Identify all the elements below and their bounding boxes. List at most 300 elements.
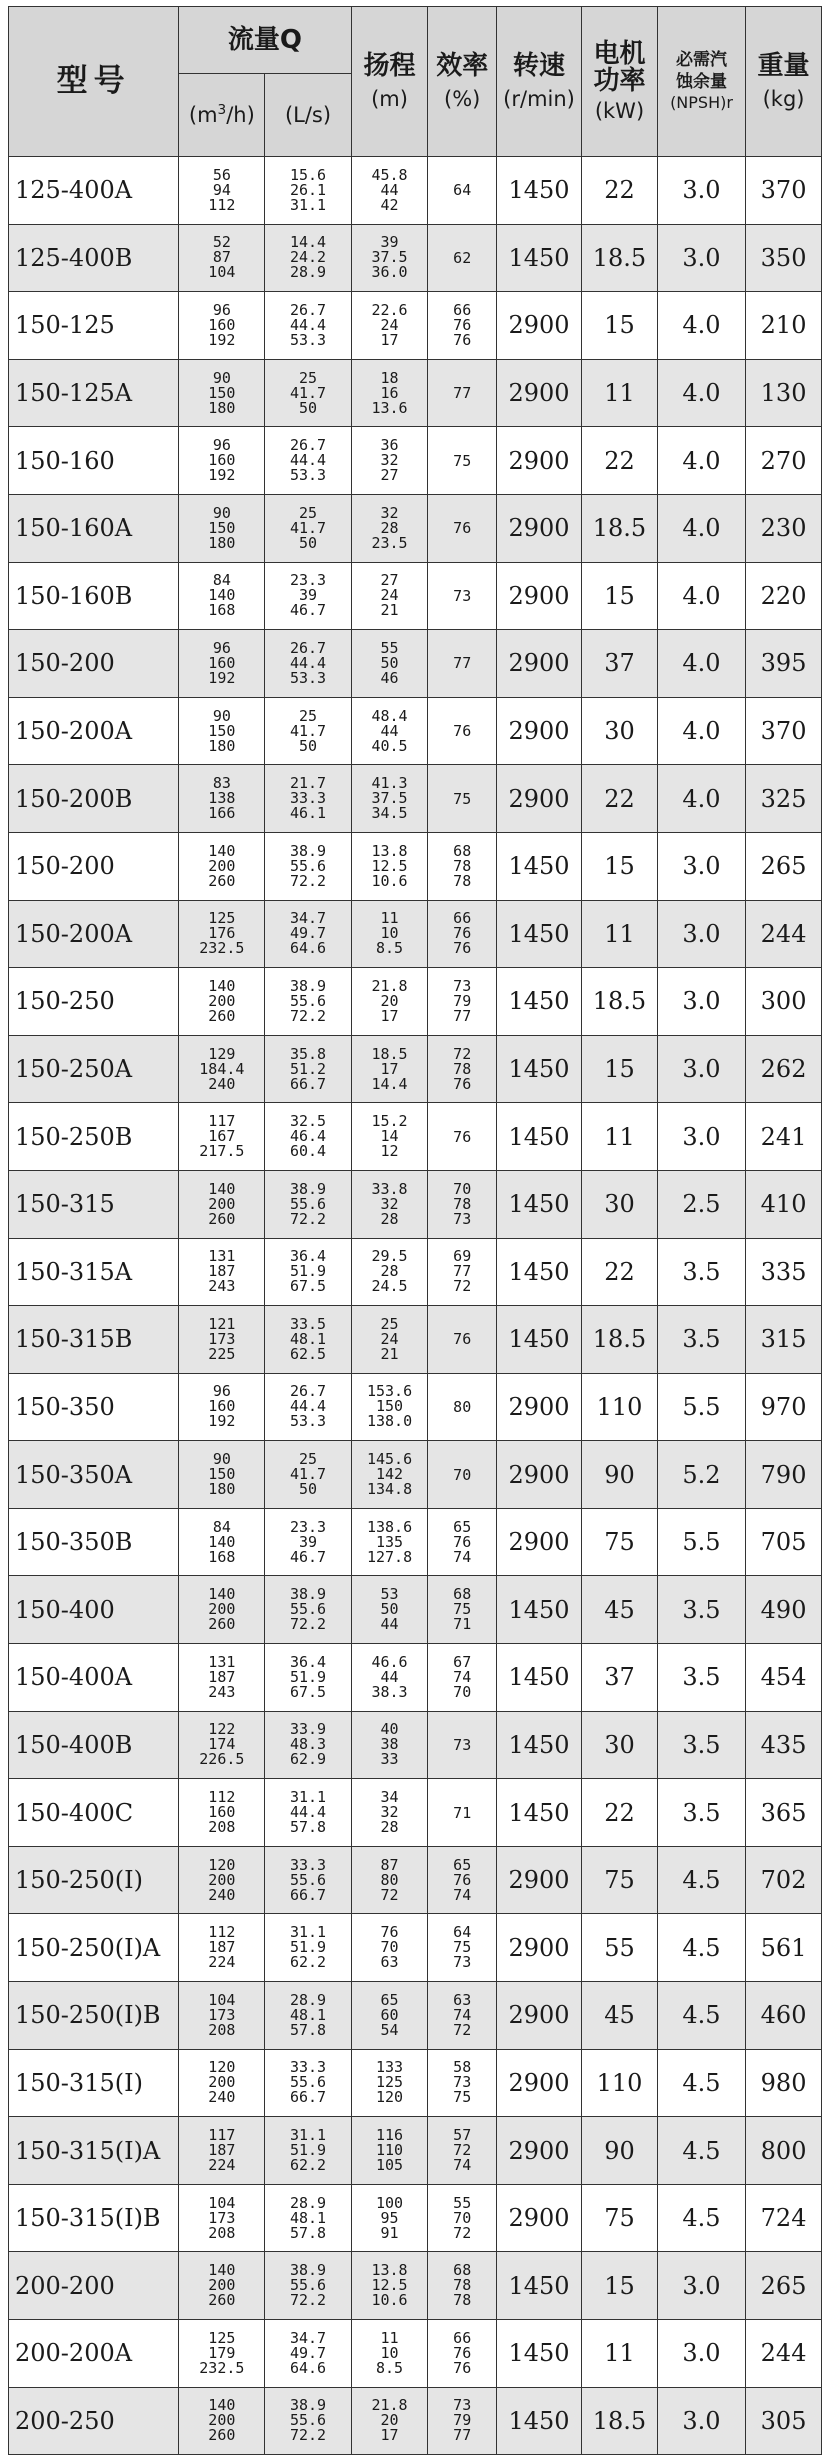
flow-ls-cell-value: 33.5 bbox=[289, 1314, 327, 1333]
weight-cell: 370 bbox=[746, 697, 822, 765]
head-cell-value: 44 bbox=[380, 180, 399, 199]
header-flow-ls-unit: (L/s) bbox=[265, 74, 351, 157]
power-cell: 15 bbox=[582, 832, 658, 900]
flow-ls-cell-value: 55.6 bbox=[289, 2411, 327, 2430]
npsh-cell: 3.0 bbox=[657, 832, 745, 900]
head-cell-value: 37.5 bbox=[371, 789, 408, 808]
flow-ls-cell-value: 72.2 bbox=[289, 871, 327, 890]
flow-ls-cell-value: 53.3 bbox=[289, 668, 327, 687]
header-head-unit: (m) bbox=[371, 87, 408, 111]
npsh-cell: 3.0 bbox=[657, 1103, 745, 1171]
table-row bbox=[9, 630, 822, 698]
model-cell: 150-315A bbox=[9, 1238, 179, 1306]
power-cell: 11 bbox=[582, 359, 658, 427]
head-cell bbox=[351, 1035, 428, 1103]
efficiency-cell-value: 78 bbox=[453, 871, 472, 890]
npsh-cell: 3.5 bbox=[657, 1576, 745, 1644]
flow-ls-cell-value: 55.6 bbox=[289, 2276, 327, 2295]
head-cell bbox=[351, 2252, 428, 2320]
efficiency-cell-value: 65 bbox=[453, 1855, 472, 1874]
efficiency-cell-value: 76 bbox=[453, 722, 472, 741]
table-header bbox=[9, 7, 822, 157]
head-cell-value: 25 bbox=[380, 1314, 399, 1333]
header-head bbox=[351, 7, 428, 157]
flow-ls-cell bbox=[265, 2252, 351, 2320]
flow-ls-cell-value: 23.3 bbox=[289, 571, 327, 590]
efficiency-cell-value: 79 bbox=[453, 2411, 472, 2430]
head-cell-value: 24 bbox=[380, 1329, 399, 1348]
weight-cell: 365 bbox=[746, 1779, 822, 1847]
flow-ls-cell-value: 25 bbox=[299, 503, 318, 522]
head-cell-value: 28 bbox=[380, 518, 399, 537]
head-cell-value: 12.5 bbox=[371, 2276, 408, 2295]
speed-cell: 2900 bbox=[496, 1914, 581, 1982]
flow-m3h-cell-value: 260 bbox=[208, 1006, 236, 1025]
efficiency-cell-value: 78 bbox=[453, 856, 472, 875]
table-row bbox=[9, 1576, 822, 1644]
efficiency-cell-value: 66 bbox=[453, 300, 472, 319]
efficiency-cell-value: 76 bbox=[453, 1127, 472, 1146]
flow-m3h-cell-value: 104 bbox=[208, 263, 236, 282]
flow-m3h-cell-value: 90 bbox=[212, 1450, 231, 1469]
speed-cell: 2900 bbox=[496, 292, 581, 360]
weight-cell: 724 bbox=[746, 2184, 822, 2252]
flow-ls-cell bbox=[265, 427, 351, 495]
header-speed-unit: (r/min) bbox=[503, 87, 575, 111]
efficiency-cell bbox=[428, 765, 497, 833]
flow-ls-cell-value: 28.9 bbox=[289, 263, 327, 282]
npsh-cell: 4.5 bbox=[657, 1982, 745, 2050]
table-row bbox=[9, 292, 822, 360]
flow-m3h-cell-value: 129 bbox=[208, 1044, 236, 1063]
flow-m3h-cell-value: 121 bbox=[208, 1314, 236, 1333]
flow-m3h-cell-value: 225 bbox=[208, 1344, 236, 1363]
head-cell-value: 29.5 bbox=[371, 1247, 408, 1266]
power-cell: 37 bbox=[582, 630, 658, 698]
head-cell-value: 72 bbox=[380, 1885, 399, 1904]
flow-m3h-cell-value: 200 bbox=[208, 2276, 236, 2295]
head-cell bbox=[351, 697, 428, 765]
flow-ls-cell-value: 26.7 bbox=[289, 436, 327, 455]
head-cell-value: 16 bbox=[380, 383, 399, 402]
efficiency-cell-value: 76 bbox=[453, 2343, 472, 2362]
flow-m3h-cell-value: 224 bbox=[208, 2156, 236, 2175]
flow-m3h-cell-value: 131 bbox=[208, 1247, 236, 1266]
flow-m3h-cell bbox=[179, 2320, 265, 2388]
flow-ls-cell-value: 26.7 bbox=[289, 638, 327, 657]
flow-m3h-cell bbox=[179, 1035, 265, 1103]
efficiency-cell bbox=[428, 359, 497, 427]
flow-ls-cell-value: 49.7 bbox=[289, 2343, 327, 2362]
flow-ls-cell-value: 41.7 bbox=[289, 1465, 327, 1484]
head-cell-value: 28 bbox=[380, 1262, 399, 1281]
flow-m3h-cell-value: 138 bbox=[208, 789, 236, 808]
efficiency-cell-value: 73 bbox=[453, 1735, 472, 1754]
flow-ls-cell-value: 25 bbox=[299, 1450, 318, 1469]
efficiency-cell bbox=[428, 562, 497, 630]
power-cell: 75 bbox=[582, 2184, 658, 2252]
head-cell-value: 116 bbox=[375, 2126, 404, 2145]
flow-ls-cell-value: 28.9 bbox=[289, 2193, 327, 2212]
flow-m3h-cell-value: 160 bbox=[208, 451, 236, 470]
npsh-cell: 4.0 bbox=[657, 630, 745, 698]
flow-m3h-cell-value: 160 bbox=[208, 1397, 236, 1416]
flow-m3h-cell-value: 140 bbox=[208, 841, 236, 860]
npsh-cell: 4.0 bbox=[657, 427, 745, 495]
flow-m3h-cell bbox=[179, 2184, 265, 2252]
flow-ls-cell bbox=[265, 968, 351, 1036]
flow-ls-cell bbox=[265, 157, 351, 225]
efficiency-cell bbox=[428, 1508, 497, 1576]
weight-cell: 705 bbox=[746, 1508, 822, 1576]
npsh-cell: 4.0 bbox=[657, 494, 745, 562]
head-cell-value: 11 bbox=[380, 2328, 399, 2347]
model-cell: 150-125A bbox=[9, 359, 179, 427]
flow-m3h-cell-value: 200 bbox=[208, 2073, 236, 2092]
efficiency-cell-value: 72 bbox=[453, 2223, 472, 2242]
flow-ls-cell-value: 34.7 bbox=[289, 2328, 327, 2347]
model-cell: 150-400B bbox=[9, 1711, 179, 1779]
efficiency-cell-value: 75 bbox=[453, 451, 472, 470]
flow-ls-cell-value: 38.9 bbox=[289, 976, 327, 995]
flow-m3h-cell-value: 83 bbox=[212, 774, 231, 793]
speed-cell: 2900 bbox=[496, 697, 581, 765]
flow-m3h-cell-value: 112 bbox=[208, 1923, 236, 1942]
flow-m3h-cell-value: 112 bbox=[208, 195, 236, 214]
speed-cell: 1450 bbox=[496, 1306, 581, 1374]
flow-ls-cell bbox=[265, 2184, 351, 2252]
efficiency-cell-value: 77 bbox=[453, 384, 472, 403]
flow-m3h-cell-value: 180 bbox=[208, 398, 236, 417]
head-cell-value: 34 bbox=[380, 1788, 399, 1807]
head-cell-value: 50 bbox=[380, 1600, 399, 1619]
table-row bbox=[9, 697, 822, 765]
weight-cell: 790 bbox=[746, 1441, 822, 1509]
efficiency-cell bbox=[428, 1644, 497, 1712]
flow-m3h-cell bbox=[179, 832, 265, 900]
head-cell bbox=[351, 2320, 428, 2388]
efficiency-cell bbox=[428, 968, 497, 1036]
efficiency-cell bbox=[428, 1373, 497, 1441]
flow-m3h-cell-value: 168 bbox=[208, 601, 236, 620]
speed-cell: 2900 bbox=[496, 2049, 581, 2117]
flow-m3h-cell-value: 150 bbox=[208, 721, 236, 740]
npsh-cell: 5.5 bbox=[657, 1508, 745, 1576]
head-cell-value: 27 bbox=[380, 571, 399, 590]
flow-ls-cell-value: 51.9 bbox=[289, 1262, 327, 1281]
flow-m3h-cell bbox=[179, 2117, 265, 2185]
header-flow-m3h-unit bbox=[179, 74, 265, 157]
flow-ls-cell-value: 66.7 bbox=[289, 1074, 327, 1093]
weight-cell: 702 bbox=[746, 1846, 822, 1914]
efficiency-cell-value: 70 bbox=[453, 2208, 472, 2227]
flow-ls-cell-value: 14.4 bbox=[289, 233, 327, 252]
efficiency-cell bbox=[428, 1982, 497, 2050]
table-row bbox=[9, 968, 822, 1036]
flow-ls-cell bbox=[265, 1103, 351, 1171]
efficiency-cell-value: 62 bbox=[453, 248, 472, 267]
flow-ls-cell-value: 41.7 bbox=[289, 721, 327, 740]
efficiency-cell-value: 75 bbox=[453, 2088, 472, 2107]
flow-ls-cell bbox=[265, 1508, 351, 1576]
flow-m3h-cell-value: 131 bbox=[208, 1652, 236, 1671]
weight-cell: 395 bbox=[746, 630, 822, 698]
head-cell-value: 14.4 bbox=[371, 1074, 408, 1093]
weight-cell: 230 bbox=[746, 494, 822, 562]
flow-ls-cell bbox=[265, 1982, 351, 2050]
model-cell: 200-250 bbox=[9, 2387, 179, 2455]
flow-ls-cell bbox=[265, 1170, 351, 1238]
table-row bbox=[9, 1711, 822, 1779]
efficiency-cell-value: 78 bbox=[453, 1194, 472, 1213]
flow-ls-cell-value: 72.2 bbox=[289, 2426, 327, 2445]
flow-ls-cell-value: 53.3 bbox=[289, 330, 327, 349]
power-cell: 110 bbox=[582, 2049, 658, 2117]
efficiency-cell-value: 75 bbox=[453, 1600, 472, 1619]
flow-m3h-cell-value: 117 bbox=[208, 1112, 236, 1131]
flow-m3h-cell-value: 150 bbox=[208, 383, 236, 402]
flow-m3h-cell-value: 104 bbox=[208, 1990, 236, 2009]
power-cell: 11 bbox=[582, 2320, 658, 2388]
head-cell bbox=[351, 1576, 428, 1644]
efficiency-cell bbox=[428, 1306, 497, 1374]
efficiency-cell-value: 72 bbox=[453, 1277, 472, 1296]
npsh-cell: 4.0 bbox=[657, 765, 745, 833]
flow-ls-cell-value: 26.7 bbox=[289, 300, 327, 319]
header-weight bbox=[746, 7, 822, 157]
head-cell-value: 39 bbox=[380, 233, 399, 252]
flow-ls-cell-value: 25 bbox=[299, 368, 318, 387]
flow-ls-cell-value: 44.4 bbox=[289, 653, 327, 672]
head-cell-value: 18.5 bbox=[371, 1044, 408, 1063]
power-cell: 37 bbox=[582, 1644, 658, 1712]
model-cell: 125-400B bbox=[9, 224, 179, 292]
power-cell: 22 bbox=[582, 1238, 658, 1306]
flow-ls-cell-value: 46.7 bbox=[289, 601, 327, 620]
weight-cell: 800 bbox=[746, 2117, 822, 2185]
flow-ls-cell-value: 50 bbox=[299, 398, 318, 417]
flow-m3h-cell-value: 160 bbox=[208, 653, 236, 672]
power-cell: 30 bbox=[582, 1711, 658, 1779]
head-cell-value: 80 bbox=[380, 1870, 399, 1889]
flow-ls-cell-value: 31.1 bbox=[289, 2126, 327, 2145]
speed-cell: 2900 bbox=[496, 1441, 581, 1509]
flow-ls-cell-value: 48.1 bbox=[289, 2005, 327, 2024]
model-cell: 150-315(I)A bbox=[9, 2117, 179, 2185]
efficiency-cell bbox=[428, 292, 497, 360]
flow-m3h-cell-value: 243 bbox=[208, 1277, 236, 1296]
head-cell-value: 65 bbox=[380, 1990, 399, 2009]
flow-ls-cell-value: 28.9 bbox=[289, 1990, 327, 2009]
flow-m3h-cell-value: 120 bbox=[208, 1855, 236, 1874]
speed-cell: 2900 bbox=[496, 2184, 581, 2252]
head-cell bbox=[351, 832, 428, 900]
weight-cell: 130 bbox=[746, 359, 822, 427]
head-cell-value: 15.2 bbox=[371, 1112, 408, 1131]
head-cell bbox=[351, 1441, 428, 1509]
efficiency-cell bbox=[428, 1779, 497, 1847]
npsh-cell: 5.2 bbox=[657, 1441, 745, 1509]
speed-cell: 1450 bbox=[496, 900, 581, 968]
table-row bbox=[9, 1508, 822, 1576]
flow-m3h-cell-value: 140 bbox=[208, 1585, 236, 1604]
head-cell bbox=[351, 1982, 428, 2050]
flow-m3h-cell-value: 120 bbox=[208, 2058, 236, 2077]
header-efficiency-unit: (%) bbox=[444, 87, 481, 111]
head-cell-value: 13.6 bbox=[371, 398, 408, 417]
flow-m3h-cell-value: 200 bbox=[208, 1870, 236, 1889]
flow-m3h-cell-value: 187 bbox=[208, 1667, 236, 1686]
table-row bbox=[9, 2387, 822, 2455]
efficiency-cell-value: 77 bbox=[453, 1262, 472, 1281]
table-row bbox=[9, 1914, 822, 1982]
efficiency-cell bbox=[428, 2387, 497, 2455]
flow-m3h-cell-value: 90 bbox=[212, 503, 231, 522]
speed-cell: 1450 bbox=[496, 832, 581, 900]
head-cell-value: 153.6 bbox=[366, 1382, 413, 1401]
flow-ls-cell-value: 64.6 bbox=[289, 939, 327, 958]
head-cell-value: 33.8 bbox=[371, 1179, 408, 1198]
speed-cell: 2900 bbox=[496, 359, 581, 427]
head-cell-value: 13.8 bbox=[371, 841, 408, 860]
power-cell: 45 bbox=[582, 1982, 658, 2050]
model-cell: 150-250B bbox=[9, 1103, 179, 1171]
table-row bbox=[9, 765, 822, 833]
flow-m3h-cell-value: 96 bbox=[212, 436, 231, 455]
flow-m3h-cell bbox=[179, 2252, 265, 2320]
unit-sup: 3 bbox=[217, 101, 227, 118]
weight-cell: 244 bbox=[746, 900, 822, 968]
head-cell bbox=[351, 900, 428, 968]
flow-m3h-cell-value: 243 bbox=[208, 1682, 236, 1701]
power-cell: 90 bbox=[582, 2117, 658, 2185]
power-cell: 15 bbox=[582, 2252, 658, 2320]
head-cell-value: 21 bbox=[380, 601, 399, 620]
model-cell: 150-350A bbox=[9, 1441, 179, 1509]
head-cell bbox=[351, 1373, 428, 1441]
head-cell-value: 33 bbox=[380, 1750, 399, 1769]
flow-ls-cell-value: 26.1 bbox=[289, 180, 327, 199]
flow-ls-cell-value: 34.7 bbox=[289, 909, 327, 928]
flow-ls-cell-value: 51.9 bbox=[289, 1667, 327, 1686]
table-row bbox=[9, 1103, 822, 1171]
table-row bbox=[9, 157, 822, 225]
head-cell bbox=[351, 630, 428, 698]
header-speed-label: 转速 bbox=[513, 51, 566, 81]
speed-cell: 1450 bbox=[496, 2320, 581, 2388]
efficiency-cell-value: 76 bbox=[453, 1330, 472, 1349]
flow-ls-cell-value: 48.1 bbox=[289, 2208, 327, 2227]
weight-cell: 241 bbox=[746, 1103, 822, 1171]
flow-m3h-cell-value: 166 bbox=[208, 804, 236, 823]
efficiency-cell-value: 70 bbox=[453, 1179, 472, 1198]
efficiency-cell-value: 73 bbox=[453, 2073, 472, 2092]
efficiency-cell-value: 68 bbox=[453, 1585, 472, 1604]
flow-m3h-cell-value: 125 bbox=[208, 2328, 236, 2347]
unit-part: /h) bbox=[226, 102, 255, 127]
flow-m3h-cell bbox=[179, 765, 265, 833]
efficiency-cell-value: 64 bbox=[453, 181, 472, 200]
flow-m3h-cell-value: 173 bbox=[208, 1329, 236, 1348]
unit-part: (m bbox=[188, 102, 218, 127]
flow-m3h-cell-value: 160 bbox=[208, 315, 236, 334]
flow-ls-cell-value: 38.9 bbox=[289, 2396, 327, 2415]
power-cell: 45 bbox=[582, 1576, 658, 1644]
flow-m3h-cell bbox=[179, 1508, 265, 1576]
flow-ls-cell-value: 25 bbox=[299, 706, 318, 725]
speed-cell: 2900 bbox=[496, 1846, 581, 1914]
efficiency-cell bbox=[428, 1914, 497, 1982]
flow-m3h-cell bbox=[179, 1711, 265, 1779]
flow-ls-cell bbox=[265, 1846, 351, 1914]
head-cell-value: 55 bbox=[380, 638, 399, 657]
speed-cell: 2900 bbox=[496, 1373, 581, 1441]
power-cell: 30 bbox=[582, 697, 658, 765]
efficiency-cell-value: 70 bbox=[453, 1682, 472, 1701]
table-row bbox=[9, 427, 822, 495]
head-cell bbox=[351, 1238, 428, 1306]
head-cell bbox=[351, 2049, 428, 2117]
head-cell-value: 37.5 bbox=[371, 248, 408, 267]
flow-m3h-cell bbox=[179, 968, 265, 1036]
efficiency-cell-value: 71 bbox=[453, 1615, 472, 1634]
flow-m3h-cell-value: 187 bbox=[208, 1938, 236, 1957]
flow-ls-cell-value: 66.7 bbox=[289, 1885, 327, 1904]
efficiency-cell-value: 74 bbox=[453, 1667, 472, 1686]
efficiency-cell-value: 72 bbox=[453, 2141, 472, 2160]
npsh-cell: 3.0 bbox=[657, 2387, 745, 2455]
weight-cell: 490 bbox=[746, 1576, 822, 1644]
efficiency-cell bbox=[428, 1576, 497, 1644]
flow-ls-cell-value: 44.4 bbox=[289, 315, 327, 334]
flow-m3h-cell bbox=[179, 1306, 265, 1374]
flow-m3h-cell-value: 226.5 bbox=[199, 1750, 245, 1769]
flow-m3h-cell-value: 260 bbox=[208, 1209, 236, 1228]
head-cell-value: 125 bbox=[375, 2073, 404, 2092]
efficiency-cell bbox=[428, 2117, 497, 2185]
efficiency-cell-value: 64 bbox=[453, 1923, 472, 1942]
weight-cell: 325 bbox=[746, 765, 822, 833]
power-cell: 15 bbox=[582, 562, 658, 630]
flow-m3h-cell-value: 208 bbox=[208, 1818, 236, 1837]
efficiency-cell-value: 72 bbox=[453, 1044, 472, 1063]
model-cell: 150-160 bbox=[9, 427, 179, 495]
model-cell: 150-200B bbox=[9, 765, 179, 833]
speed-cell: 2900 bbox=[496, 1982, 581, 2050]
model-cell: 150-125 bbox=[9, 292, 179, 360]
table-row bbox=[9, 1306, 822, 1374]
efficiency-cell-value: 77 bbox=[453, 2426, 472, 2445]
npsh-cell: 4.5 bbox=[657, 1914, 745, 1982]
npsh-cell: 3.0 bbox=[657, 900, 745, 968]
npsh-cell: 3.0 bbox=[657, 224, 745, 292]
head-cell-value: 10.6 bbox=[371, 871, 408, 890]
table-row bbox=[9, 2049, 822, 2117]
weight-cell: 265 bbox=[746, 2252, 822, 2320]
flow-m3h-cell-value: 174 bbox=[208, 1735, 236, 1754]
efficiency-cell-value: 68 bbox=[453, 2261, 472, 2280]
flow-ls-cell-value: 48.1 bbox=[289, 1329, 327, 1348]
head-cell-value: 28 bbox=[380, 1818, 399, 1837]
model-cell: 150-200A bbox=[9, 697, 179, 765]
flow-m3h-cell-value: 176 bbox=[208, 924, 236, 943]
flow-m3h-cell bbox=[179, 157, 265, 225]
efficiency-cell-value: 73 bbox=[453, 2396, 472, 2415]
power-cell: 22 bbox=[582, 765, 658, 833]
flow-m3h-cell-value: 150 bbox=[208, 518, 236, 537]
flow-m3h-cell bbox=[179, 1914, 265, 1982]
model-cell: 150-160A bbox=[9, 494, 179, 562]
